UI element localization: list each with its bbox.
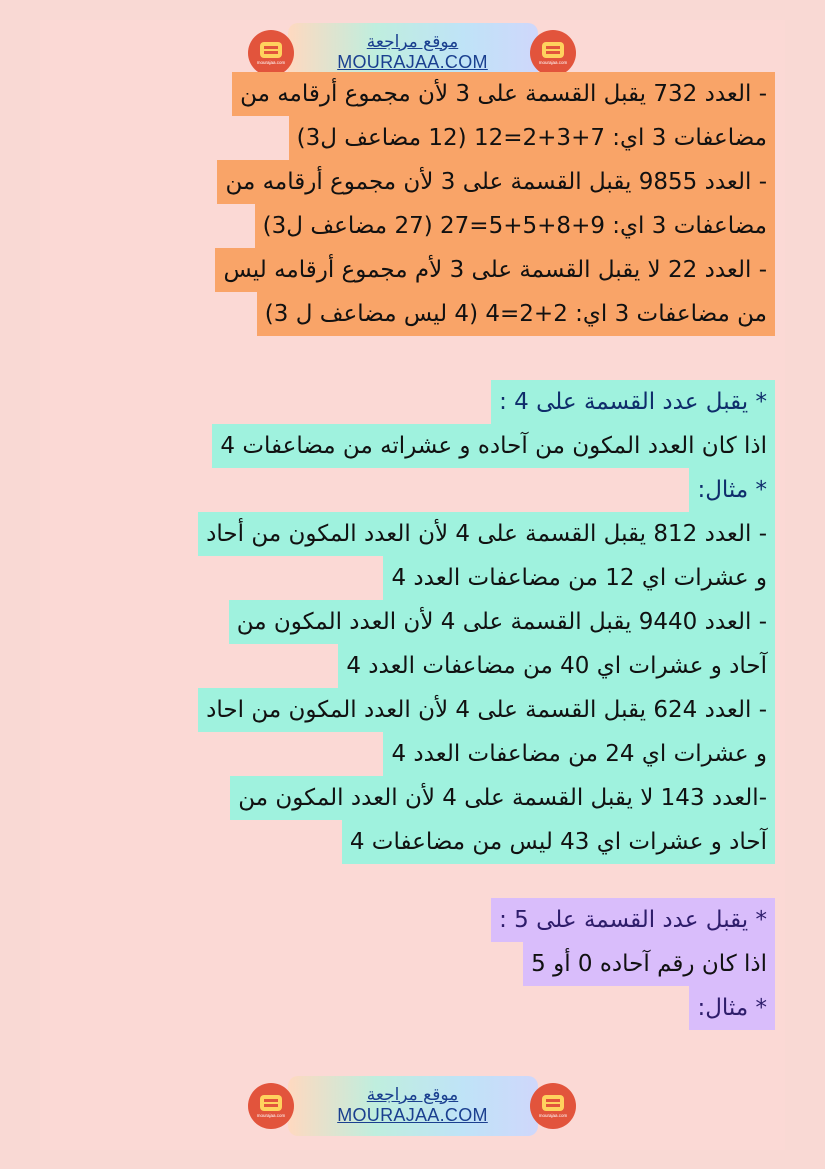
example-line: مضاعفات 3 اي: 7+3+2=12 (12 مضاعف ل3)	[289, 116, 775, 160]
line-row	[40, 644, 785, 688]
line-row	[40, 72, 785, 116]
example-line: و عشرات اي 12 من مضاعفات العدد 4	[383, 556, 775, 600]
line-row	[40, 820, 785, 864]
logo-caption: mourajaa.com	[256, 59, 286, 65]
line-row	[40, 732, 785, 776]
logo-caption: mourajaa.com	[538, 59, 568, 65]
line-row	[40, 512, 785, 556]
logo-mark-icon	[542, 1095, 564, 1111]
line-row	[40, 160, 785, 204]
mourajaa-logo-icon-3	[248, 1083, 294, 1129]
spacer	[40, 336, 785, 380]
footer-banner	[40, 1073, 785, 1139]
line-row	[40, 248, 785, 292]
line-row	[40, 898, 785, 942]
logo-caption: mourajaa.com	[256, 1112, 286, 1118]
example-line: مضاعفات 3 اي: 9+8+5+5=27 (27 مضاعف ل3)	[255, 204, 775, 248]
site-url: MOURAJAA.COM	[337, 1105, 488, 1126]
line-row	[40, 688, 785, 732]
line-row	[40, 776, 785, 820]
section-title-four: * يقبل عدد القسمة على 4 :	[491, 380, 775, 424]
example-line: آحاد و عشرات اي 43 ليس من مضاعفات 4	[342, 820, 775, 864]
mourajaa-logo-icon-2	[530, 30, 576, 76]
mourajaa-logo-icon	[248, 30, 294, 76]
site-banner-pill	[288, 1076, 538, 1136]
logo-caption: mourajaa.com	[538, 1112, 568, 1118]
line-row	[40, 380, 785, 424]
example-line: - العدد 624 يقبل القسمة على 4 لأن العدد المكون من احاد	[198, 688, 775, 732]
logo-mark-icon	[542, 42, 564, 58]
logo-mark-icon	[260, 1095, 282, 1111]
line-row	[40, 424, 785, 468]
example-line: -العدد 143 لا يقبل القسمة على 4 لأن العدد المكون من	[230, 776, 775, 820]
example-label-five: * مثال:	[689, 986, 775, 1030]
example-line: - العدد 9440 يقبل القسمة على 4 لأن العدد المكون من	[229, 600, 775, 644]
example-line: - العدد 22 لا يقبل القسمة على 3 لأم مجموع أرقامه ليس	[215, 248, 775, 292]
section-divisible-by-4	[40, 380, 785, 864]
line-row	[40, 600, 785, 644]
example-line: من مضاعفات 3 اي: 2+2=4 (4 ليس مضاعف ل 3)	[257, 292, 775, 336]
line-row	[40, 292, 785, 336]
line-row	[40, 204, 785, 248]
section-title-five: * يقبل عدد القسمة على 5 :	[491, 898, 775, 942]
section-divisible-by-5	[40, 898, 785, 1030]
worksheet-page	[40, 20, 785, 1150]
rule-text-five: اذا كان رقم آحاده 0 أو 5	[523, 942, 775, 986]
mourajaa-logo-icon-4	[530, 1083, 576, 1129]
lesson-content	[40, 72, 785, 1030]
example-label-four: * مثال:	[689, 468, 775, 512]
site-name-arabic: موقع مراجعة	[366, 31, 459, 52]
section-divisible-by-3	[40, 72, 785, 336]
line-row	[40, 942, 785, 986]
example-line: - العدد 812 يقبل القسمة على 4 لأن العدد المكون من أحاد	[198, 512, 775, 556]
site-url: MOURAJAA.COM	[337, 52, 488, 73]
example-line: و عشرات اي 24 من مضاعفات العدد 4	[383, 732, 775, 776]
example-line: آحاد و عشرات اي 40 من مضاعفات العدد 4	[338, 644, 775, 688]
line-row	[40, 556, 785, 600]
example-line: - العدد 9855 يقبل القسمة على 3 لأن مجموع أرقامه من	[217, 160, 775, 204]
rule-text-four: اذا كان العدد المكون من آحاده و عشراته من مضاعفات 4	[212, 424, 775, 468]
site-name-arabic: موقع مراجعة	[366, 1084, 459, 1105]
line-row	[40, 116, 785, 160]
logo-mark-icon	[260, 42, 282, 58]
example-line: - العدد 732 يقبل القسمة على 3 لأن مجموع أرقامه من	[232, 72, 775, 116]
spacer	[40, 864, 785, 898]
line-row	[40, 468, 785, 512]
line-row	[40, 986, 785, 1030]
